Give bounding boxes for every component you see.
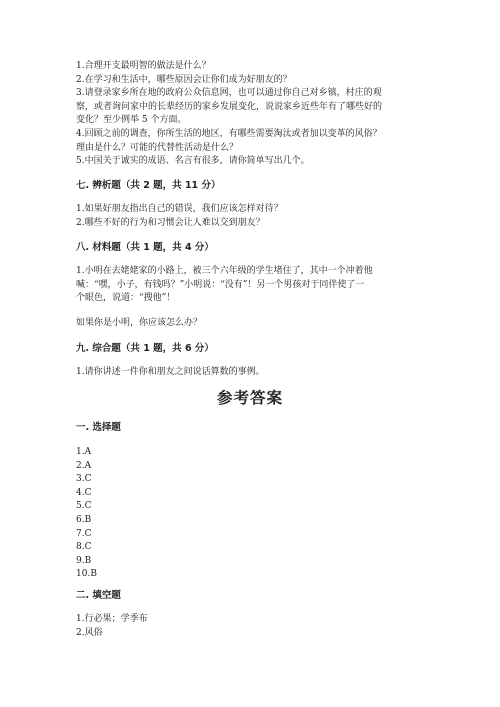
question-line: 1.如果好朋友指出自己的错误，我们应该怎样对待？ — [76, 204, 283, 214]
material-line: 1.小明在去姥姥家的小路上，被三个六年级的学生堵住了，其中一个冲着他 — [76, 266, 373, 276]
answer-line: 2.风俗 — [76, 627, 103, 638]
question-line: 1.合理开支最明智的做法是什么？ — [76, 61, 211, 71]
answer-line: 1.行必果；学季布 — [76, 614, 148, 624]
choice-section-title: 一. 选择题 — [76, 422, 121, 433]
answers-title: 参考答案 — [216, 388, 283, 407]
question-line: 3.请登录家乡所在地的政府公众信息网，也可以通过你自己对乡镇，村庄的观 — [76, 88, 382, 99]
answer-line: 10.B — [76, 569, 97, 580]
fill-answers — [76, 613, 426, 640]
section8-question — [76, 317, 426, 331]
answer-line: 1.A — [76, 447, 92, 457]
question-line: 1.请你讲述一件你和朋友之间说话算数的事例。 — [76, 367, 265, 377]
section9-title: 九. 综合题（共 1 题，共 6 分） — [76, 343, 214, 354]
material-line: 喊：“嘿，小子，有钱吗？”小明说：“没有”！另一个男孩对于同伴使了一 — [76, 279, 365, 290]
fill-section-title: 二. 填空题 — [76, 590, 121, 601]
question-line: 2.在学习和生活中，哪些原因会让你们成为好朋友的？ — [76, 74, 292, 85]
material-line: 个眼色，说道：“搜他”！ — [76, 293, 176, 304]
section8-material — [76, 265, 426, 306]
question-line: 如果你是小明，你应该怎么办？ — [76, 318, 203, 328]
question-line: 5.中国关于诚实的成语、名言有很多，请你简单写出几个。 — [76, 156, 310, 167]
answer-line: 5.C — [76, 501, 92, 512]
section7-questions — [76, 203, 426, 230]
answer-line: 8.C — [76, 542, 92, 553]
question-line: 理由是什么？可能的代替性活动是什么？ — [76, 142, 239, 153]
section9-questions — [76, 366, 426, 380]
question-line: 变化？至少例举 5 个方面。 — [76, 115, 187, 126]
answer-line: 6.B — [76, 514, 92, 525]
question-line: 察，或者询问家中的长辈经历的家乡发展变化，说说家乡近些年有了哪些好的 — [76, 101, 383, 112]
answer-line: 4.C — [76, 487, 92, 498]
question-line: 4.回顾之前的调查，你所生活的地区，有哪些需要淘汰或者加以变革的风俗？ — [76, 128, 382, 139]
question-line: 2.哪些不好的行为和习惯会让人难以交到朋友？ — [76, 217, 265, 228]
choice-answers — [76, 446, 426, 582]
answer-line: 9.B — [76, 555, 92, 566]
section7-title: 七. 辨析题（共 2 题，共 11 分） — [76, 180, 221, 191]
top-questions — [76, 60, 426, 169]
section8-title: 八. 材料题（共 1 题，共 4 分） — [76, 242, 214, 253]
answer-line: 7.C — [76, 528, 92, 539]
answer-line: 2.A — [76, 460, 92, 471]
answer-line: 3.C — [76, 474, 92, 485]
